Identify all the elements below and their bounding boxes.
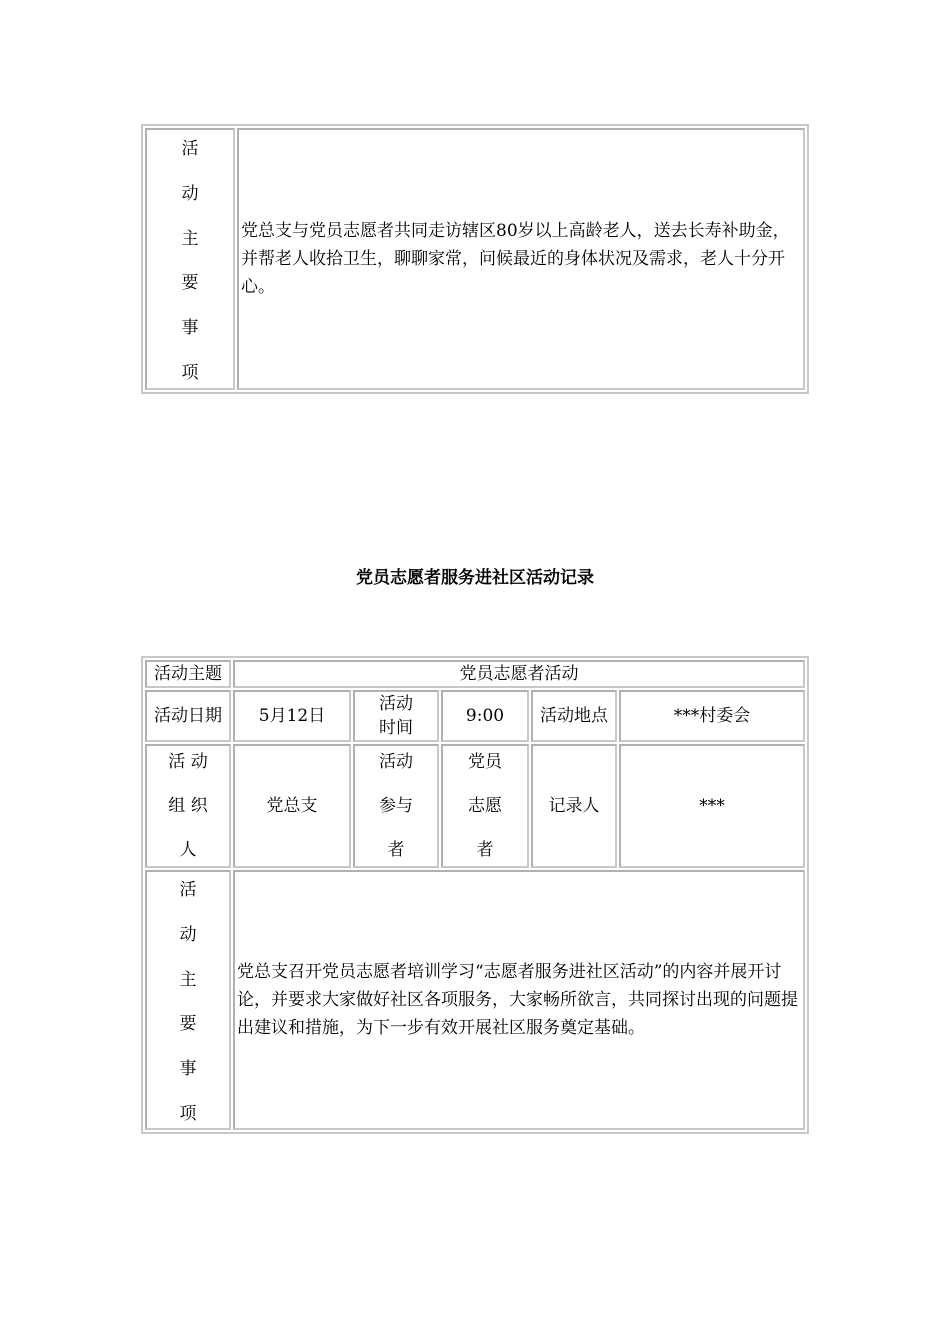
label-char: 动: [179, 924, 197, 945]
label-char: 要: [181, 273, 199, 294]
label-char: 项: [179, 1103, 197, 1124]
main-items-label-cell: [145, 128, 235, 390]
participants-label-cell: [353, 744, 439, 868]
label-line: 活动: [379, 752, 413, 772]
label-line: 时间: [379, 718, 413, 738]
label-line: 参与: [379, 796, 413, 816]
label-line: 活 动: [168, 752, 208, 772]
main-items-content: 党总支与党员志愿者共同走访辖区80岁以上高龄老人，送去长寿补助金，并帮老人收拾卫生，聊聊家常，问候最近的身体状况及需求，老人十分开心。: [237, 128, 805, 390]
organizer-label-cell: [145, 744, 231, 868]
main-items-label-cell: [145, 870, 231, 1130]
theme-label: 活动主题: [145, 660, 231, 688]
main-items-label: [147, 131, 233, 387]
label-line: 人: [179, 840, 197, 860]
time-label-cell: [353, 690, 439, 742]
time-label: [355, 692, 437, 740]
label-line: 者: [387, 840, 405, 860]
place-value: ***村委会: [619, 690, 805, 742]
participants-value-cell: [441, 744, 529, 868]
label-char: 事: [181, 318, 199, 339]
date-label: 活动日期: [145, 690, 231, 742]
label-char: 动: [181, 183, 199, 204]
time-value: 9:00: [441, 690, 529, 742]
participants-label: [355, 746, 437, 866]
activity-record-table-2: [141, 656, 809, 1134]
label-char: 要: [179, 1014, 197, 1035]
activity-record-table-1: [141, 124, 809, 394]
label-char: 主: [181, 228, 199, 249]
participants-value: [443, 746, 527, 866]
theme-value: 党员志愿者活动: [233, 660, 805, 688]
label-line: 组 织: [168, 796, 208, 816]
main-items-content: 党总支召开党员志愿者培训学习“志愿者服务进社区活动”的内容并展开讨论，并要求大家做好社区各项服务，大家畅所欲言，共同探讨出现的问题提出建议和措施，为下一步有效开展社区服务奠定基础。: [233, 870, 805, 1130]
label-char: 项: [181, 362, 199, 383]
value-line: 党员: [468, 752, 502, 772]
label-char: 活: [179, 880, 197, 900]
label-line: 活动: [379, 694, 413, 714]
date-value: 5月12日: [233, 690, 351, 742]
value-line: 志愿: [468, 796, 502, 816]
main-items-label: [147, 872, 229, 1128]
value-line: 者: [476, 840, 494, 860]
organizer-label: [147, 746, 229, 866]
document-title: 党员志愿者服务进社区活动记录: [356, 568, 594, 588]
organizer-value: 党总支: [233, 744, 351, 868]
label-char: 活: [181, 139, 199, 159]
recorder-label: 记录人: [531, 744, 617, 868]
place-label: 活动地点: [531, 690, 617, 742]
label-char: 主: [179, 969, 197, 990]
recorder-value: ***: [619, 744, 805, 868]
label-char: 事: [179, 1059, 197, 1080]
